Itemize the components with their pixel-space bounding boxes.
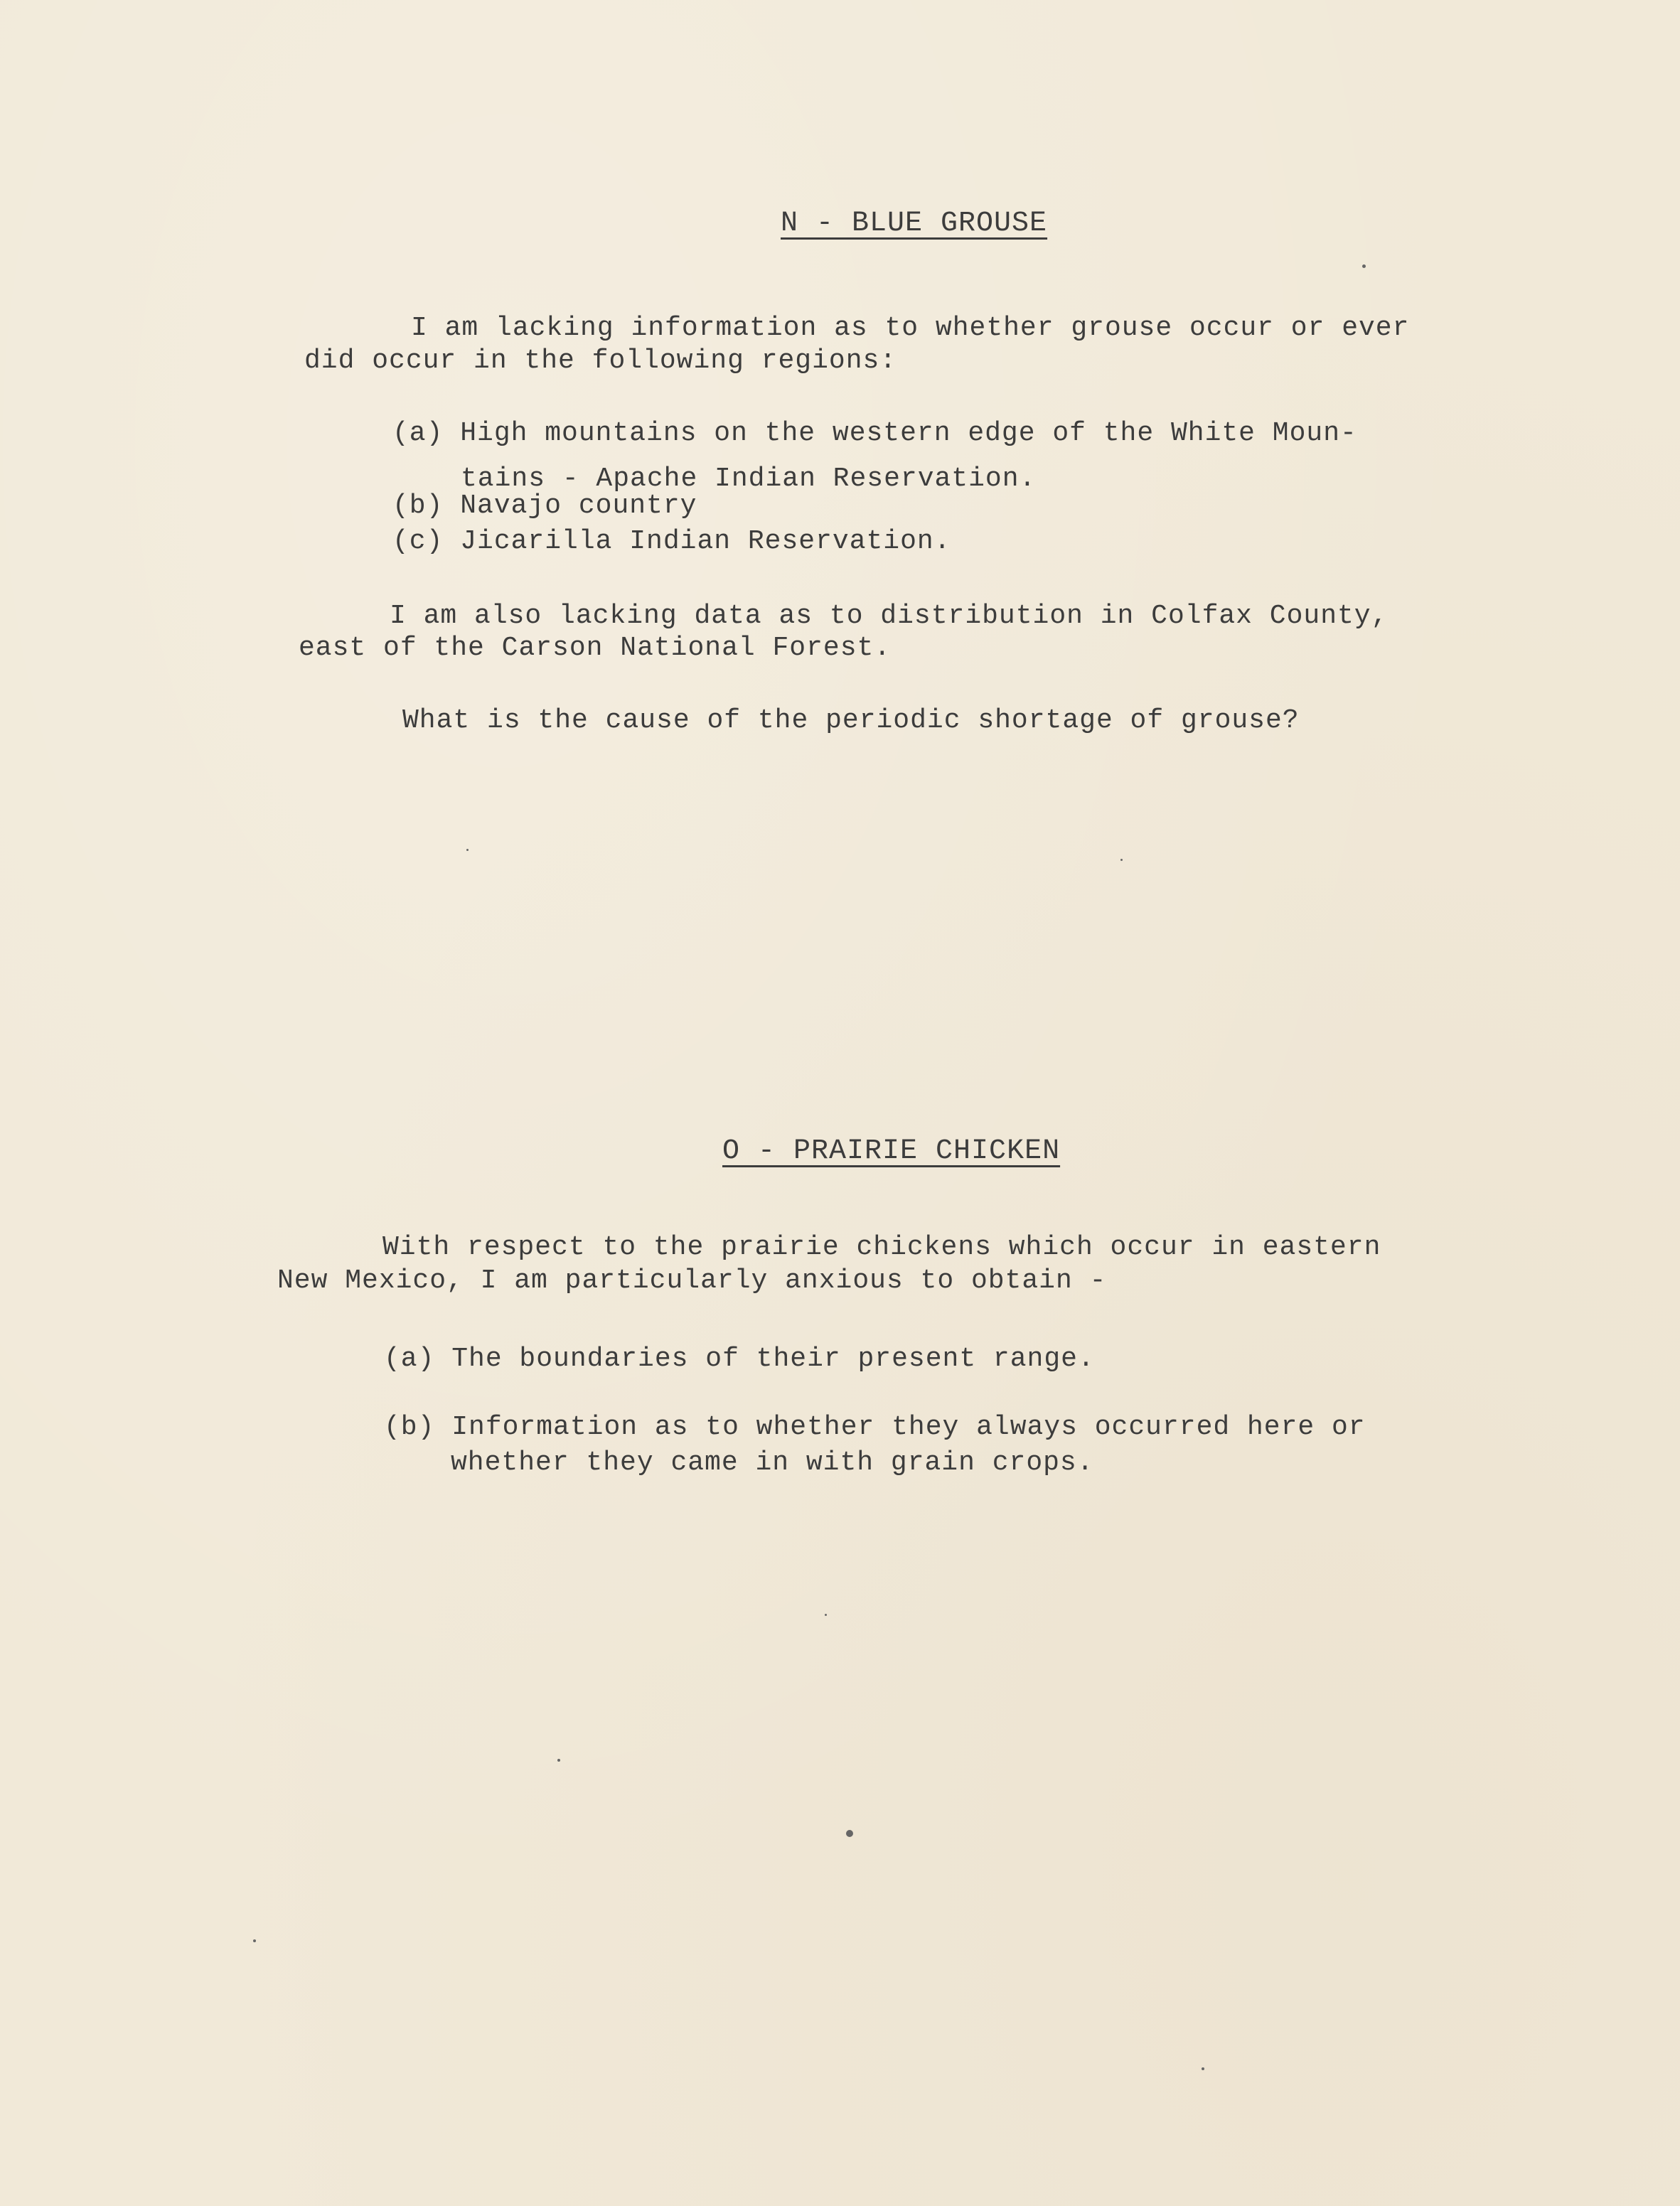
paper-speck (1202, 2067, 1204, 2070)
paper-speck (466, 849, 469, 851)
section-n-para2-line1: I am also lacking data as to distribution in Colfax County, (390, 601, 1389, 631)
paper-speck (253, 1939, 256, 1942)
section-o-heading: O - PRAIRIE CHICKEN (722, 1135, 1061, 1167)
section-n-para1-line1: I am lacking information as to whether grouse occur or ever (411, 313, 1410, 343)
paper-speck (825, 1614, 827, 1616)
section-o-para1-line2: New Mexico, I am particularly anxious to obtain - (277, 1265, 1107, 1296)
paper-speck (1120, 859, 1123, 861)
section-n-item-c: (c) Jicarilla Indian Reservation. (392, 526, 951, 557)
section-n-question: What is the cause of the periodic shortage of grouse? (402, 705, 1300, 736)
section-o-item-a: (a) The boundaries of their present range. (384, 1344, 1095, 1374)
section-n-para1-line2: did occur in the following regions: (304, 346, 897, 376)
paper-speck (557, 1759, 560, 1762)
section-n-item-b: (b) Navajo country (392, 491, 697, 521)
section-o-para1-line1: With respect to the prairie chickens which occur in eastern (382, 1232, 1381, 1263)
section-n-item-a-line2: tains - Apache Indian Reservation. (461, 464, 1037, 494)
section-n-heading: N - BLUE GROUSE (781, 208, 1048, 240)
paper-speck (846, 1830, 853, 1837)
section-n-para2-line2: east of the Carson National Forest. (299, 633, 892, 663)
section-o-item-b-line2: whether they came in with grain crops. (451, 1447, 1094, 1478)
paper-speck (1362, 264, 1366, 268)
section-o-item-b-line1: (b) Information as to whether they always occurred here or (384, 1412, 1366, 1442)
section-n-item-a-line1: (a) High mountains on the western edge of the White Moun- (392, 418, 1357, 449)
